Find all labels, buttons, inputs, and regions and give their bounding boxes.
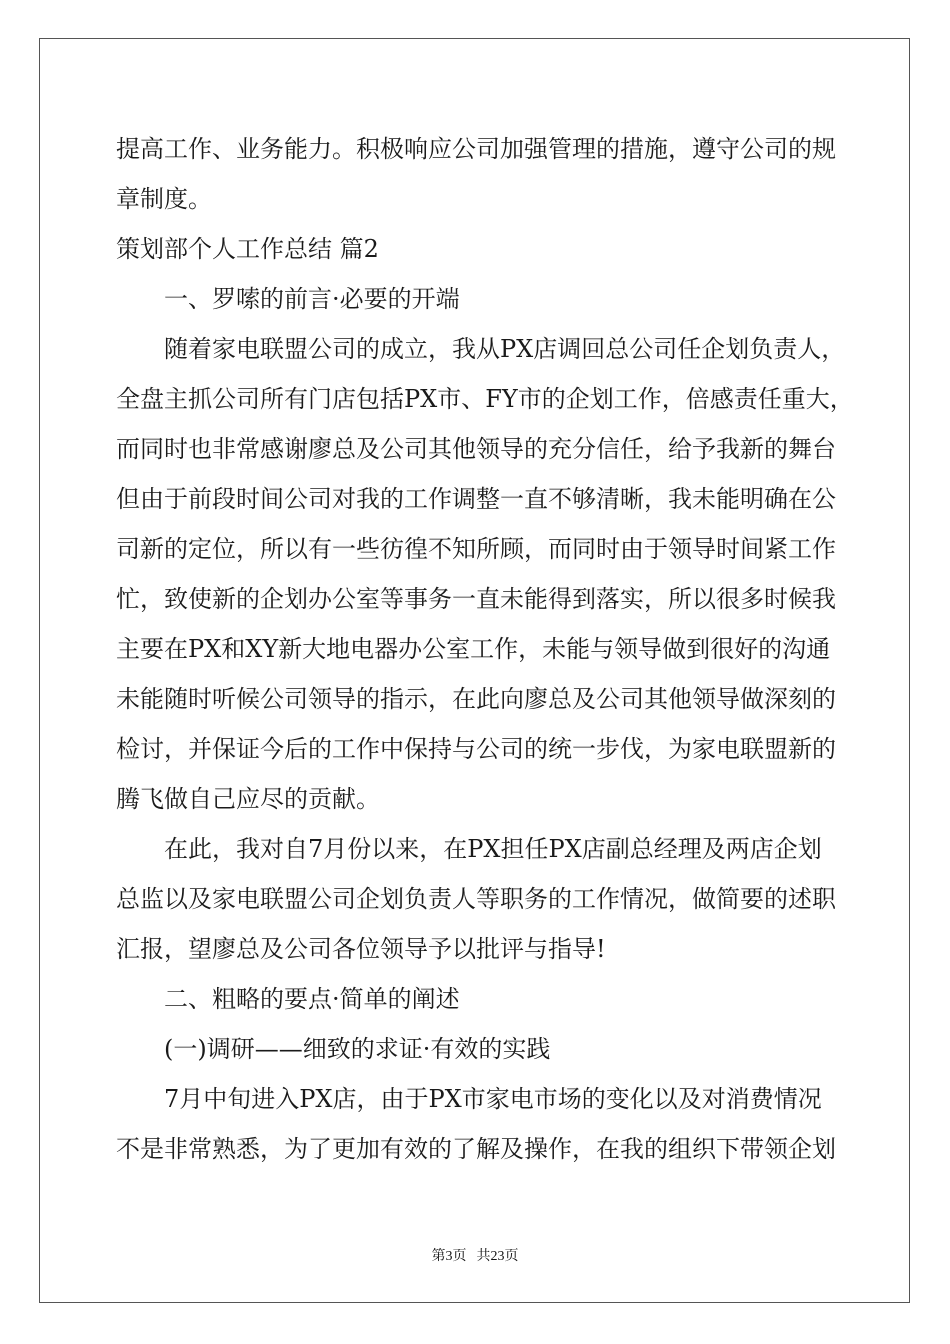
text-line: 7月中旬进入PX店，由于PX市家电市场的变化以及对消费情况 (164, 1085, 822, 1113)
page-total: 共23页 (476, 1249, 519, 1264)
text-line: 忙，致使新的企划办公室等事务一直未能得到落实，所以很多时候我 (116, 585, 836, 613)
text-line: 不是非常熟悉，为了更加有效的了解及操作，在我的组织下带领企划 (116, 1135, 836, 1163)
page-number: 第3页 (431, 1249, 467, 1264)
text-line: 而同时也非常感谢廖总及公司其他领导的充分信任，给予我新的舞台 (116, 435, 836, 463)
text-line: 司新的定位，所以有一些彷徨不知所顾，而同时由于领导时间紧工作 (116, 535, 836, 563)
text-line: 检讨，并保证今后的工作中保持与公司的统一步伐，为家电联盟新的 (116, 735, 836, 763)
text-line: 汇报，望廖总及公司各位领导予以批评与指导! (116, 935, 606, 963)
text-line: 随着家电联盟公司的成立，我从PX店调回总公司任企划负责人， (164, 335, 846, 363)
text-line: 腾飞做自己应尽的贡献。 (116, 785, 380, 813)
text-line: 未能随时听候公司领导的指示，在此向廖总及公司其他领导做深刻的 (116, 685, 836, 713)
text-line: 章制度。 (116, 185, 212, 213)
text-line: 总监以及家电联盟公司企划负责人等职务的工作情况，做简要的述职 (116, 885, 836, 913)
subheading: 二、粗略的要点·简单的阐述 (164, 985, 460, 1013)
text-line: 主要在PX和XY新大地电器办公室工作，未能与领导做到很好的沟通 (116, 635, 831, 663)
text-line: 提高工作、业务能力。积极响应公司加强管理的措施，遵守公司的规 (116, 135, 836, 163)
section-heading: 策划部个人工作总结 篇2 (116, 235, 379, 263)
text-line: 在此，我对自7月份以来，在PX担任PX店副总经理及两店企划 (164, 835, 822, 863)
text-line: 但由于前段时间公司对我的工作调整一直不够清晰，我未能明确在公 (116, 485, 836, 513)
page-footer (0, 1245, 950, 1265)
subheading: 一、罗嗦的前言·必要的开端 (164, 285, 460, 313)
subheading: (一)调研——细致的求证·有效的实践 (164, 1035, 551, 1063)
text-line: 全盘主抓公司所有门店包括PX市、FY市的企划工作，倍感责任重大， (116, 385, 854, 413)
